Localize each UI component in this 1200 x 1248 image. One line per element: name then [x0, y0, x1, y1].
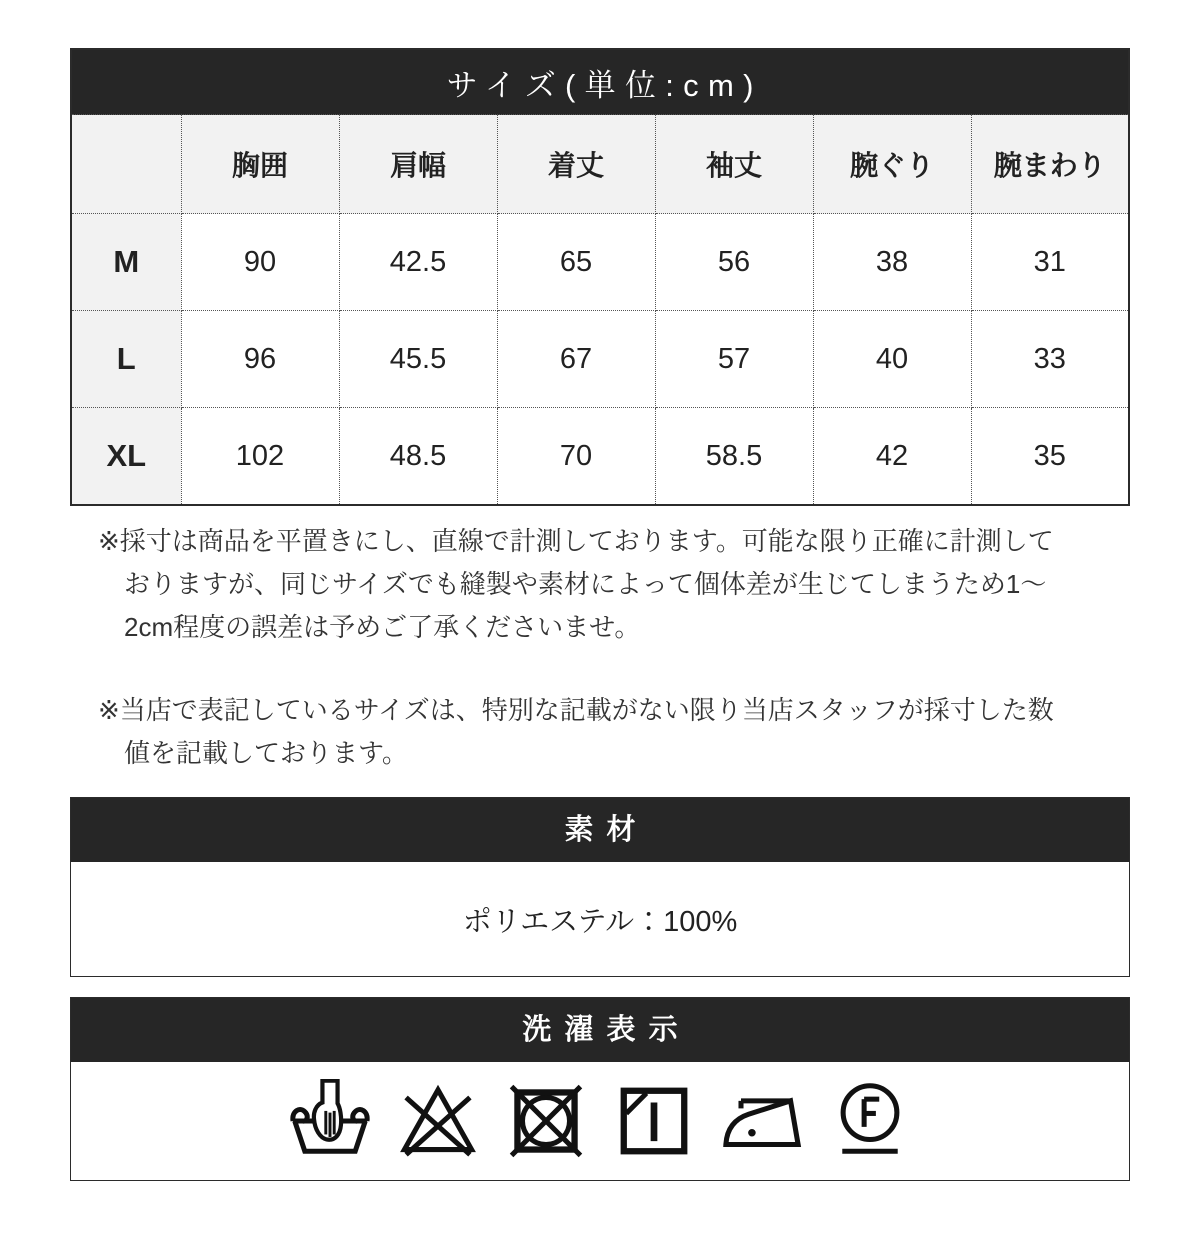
cell-xl-arm-circumference: 35: [971, 408, 1129, 506]
col-header-armhole: 腕ぐり: [813, 115, 971, 214]
cell-l-length: 67: [497, 311, 655, 408]
cell-l-shoulder: 45.5: [339, 311, 497, 408]
hand-wash-icon: [288, 1079, 372, 1163]
cell-xl-shoulder: 48.5: [339, 408, 497, 506]
col-header-length: 着丈: [497, 115, 655, 214]
column-header-row: [71, 115, 1129, 214]
iron-low-heat-icon: [720, 1079, 804, 1163]
size-label-l: L: [71, 311, 181, 408]
size-label-m: M: [71, 214, 181, 311]
cell-l-arm-circumference: 33: [971, 311, 1129, 408]
size-table-title-row: [71, 49, 1129, 115]
cell-l-armhole: 40: [813, 311, 971, 408]
dry-clean-petroleum-gentle-icon: [828, 1079, 912, 1163]
material-body: [71, 862, 1129, 976]
laundry-section-title: 洗濯表示: [71, 998, 1129, 1062]
laundry-icons-row: [71, 1062, 1129, 1180]
size-table: [70, 48, 1130, 506]
table-row-l: [71, 311, 1129, 408]
corner-cell: [71, 115, 181, 214]
col-header-arm-circumference: 腕まわり: [971, 115, 1129, 214]
cell-l-sleeve: 57: [655, 311, 813, 408]
cell-m-sleeve: 56: [655, 214, 813, 311]
measurement-note: ※採寸は商品を平置きにし、直線で計測しております。可能な限り正確に計測しておりますが、同じサイズでも縫製や素材によって個体差が生じてしまうため1〜2cm程度の誤差は予めご了承くださいませ。: [98, 526, 1054, 642]
notes-section: [70, 520, 1130, 775]
do-not-tumble-dry-icon: [504, 1079, 588, 1163]
cell-m-armhole: 38: [813, 214, 971, 311]
cell-m-chest: 90: [181, 214, 339, 311]
cell-m-shoulder: 42.5: [339, 214, 497, 311]
size-table-title: サイズ(単位:cm): [71, 49, 1129, 115]
material-value: ポリエステル：100%: [462, 905, 738, 938]
col-header-chest: 胸囲: [181, 115, 339, 214]
cell-xl-length: 70: [497, 408, 655, 506]
cell-m-arm-circumference: 31: [971, 214, 1129, 311]
table-row-xl: [71, 408, 1129, 506]
col-header-shoulder: 肩幅: [339, 115, 497, 214]
staff-measurement-note: ※当店で表記しているサイズは、特別な記載がない限り当店スタッフが採寸した数値を記載しております。: [98, 695, 1054, 768]
cell-xl-chest: 102: [181, 408, 339, 506]
col-header-sleeve: 袖丈: [655, 115, 813, 214]
table-row-m: [71, 214, 1129, 311]
product-size-spec-page: [70, 48, 1130, 1181]
material-section: [70, 797, 1130, 977]
do-not-bleach-icon: [396, 1079, 480, 1163]
laundry-care-section: [70, 997, 1130, 1181]
cell-l-chest: 96: [181, 311, 339, 408]
cell-xl-armhole: 42: [813, 408, 971, 506]
size-label-xl: XL: [71, 408, 181, 506]
material-section-title: 素材: [71, 798, 1129, 862]
cell-m-length: 65: [497, 214, 655, 311]
line-dry-in-shade-icon: [612, 1079, 696, 1163]
cell-xl-sleeve: 58.5: [655, 408, 813, 506]
